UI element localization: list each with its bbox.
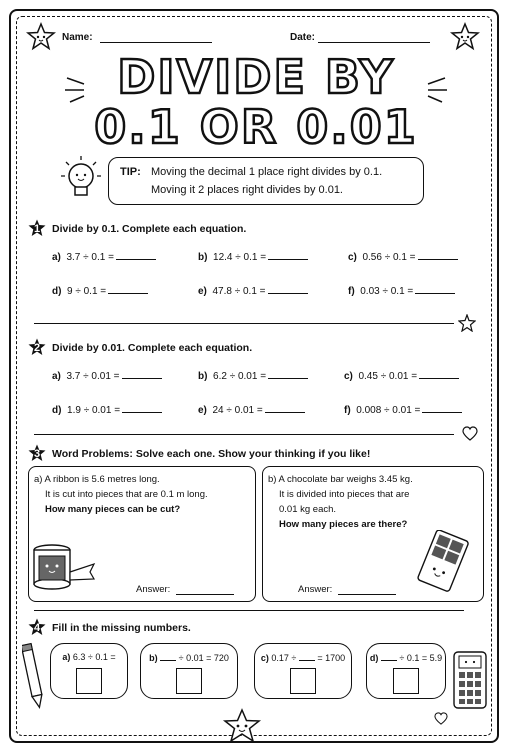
heart-icon (462, 426, 478, 441)
s2-item-e: e) 24 ÷ 0.01 = (198, 403, 305, 416)
s1-item-c: c) 0.56 ÷ 0.1 = (348, 250, 458, 263)
section-number-badge (28, 219, 46, 237)
answer-blank[interactable] (268, 250, 308, 260)
answer-blank[interactable] (419, 369, 459, 379)
s1-item-d: d) 9 ÷ 0.1 = (52, 284, 148, 297)
name-field[interactable] (100, 42, 212, 43)
word-problem-b: b) A chocolate bar weighs 3.45 kg. It is divided into pieces that are 0.01 kg each. How many pieces are there? (268, 474, 413, 530)
tip-line-2: Moving it 2 places right divides by 0.01. (151, 184, 343, 196)
s1-item-a: a) 3.7 ÷ 0.1 = (52, 250, 156, 263)
chocolate-bar-icon (414, 530, 474, 592)
answer-b-label: Answer: (298, 584, 333, 595)
s1-item-e: e) 47.8 ÷ 0.1 = (198, 284, 308, 297)
answer-a-field[interactable] (176, 594, 234, 595)
s2-item-a: a) 3.7 ÷ 0.01 = (52, 369, 162, 382)
ribbon-spool-icon (30, 542, 98, 592)
s2-item-c: c) 0.45 ÷ 0.01 = (344, 369, 459, 382)
date-field[interactable] (318, 42, 430, 43)
section-number-badge (28, 338, 46, 356)
section-divider (34, 323, 454, 324)
pencil-icon (22, 640, 44, 714)
fill-bubble-a: a) 6.3 ÷ 0.1 = (50, 643, 128, 699)
section-4-title: Fill in the missing numbers. (52, 622, 191, 634)
answer-blank[interactable] (418, 250, 458, 260)
answer-blank[interactable] (268, 369, 308, 379)
svg-text:4: 4 (33, 622, 41, 634)
tip-line-1: Moving the decimal 1 place right divides by 0.1. (151, 166, 383, 178)
s2-item-f: f) 0.008 ÷ 0.01 = (344, 403, 462, 416)
answer-box[interactable] (393, 668, 419, 694)
section-number-badge (28, 444, 46, 462)
answer-b-field[interactable] (338, 594, 396, 595)
answer-box[interactable] (290, 668, 316, 694)
section-divider (34, 434, 454, 435)
lightbulb-icon (58, 154, 104, 204)
answer-a-label: Answer: (136, 584, 171, 595)
answer-blank[interactable] (422, 403, 462, 413)
section-number-badge (28, 618, 46, 636)
title-line-1: DIVIDE BY (117, 50, 395, 104)
answer-blank[interactable] (299, 652, 315, 661)
section-1-title: Divide by 0.1. Complete each equation. (52, 223, 247, 235)
answer-box[interactable] (176, 668, 202, 694)
answer-blank[interactable] (160, 652, 176, 661)
word-problem-a: a) A ribbon is 5.6 metres long. It is cut into pieces that are 0.1 m long. How many pieces can be cut? (34, 474, 208, 515)
s2-item-b: b) 6.2 ÷ 0.01 = (198, 369, 308, 382)
star-face-icon (450, 22, 480, 52)
answer-blank[interactable] (122, 369, 162, 379)
fill-bubble-d: d) ÷ 0.1 = 5.9 (366, 643, 446, 699)
tip-box (108, 157, 424, 205)
answer-blank[interactable] (116, 250, 156, 260)
answer-blank[interactable] (268, 284, 308, 294)
section-divider (34, 610, 464, 611)
sparkle-lines-icon (410, 70, 450, 110)
fill-bubble-c: c) 0.17 ÷ = 1700 (254, 643, 352, 699)
name-label: Name: (62, 32, 93, 43)
star-face-icon (26, 22, 56, 52)
answer-blank[interactable] (122, 403, 162, 413)
section-3-title: Word Problems: Solve each one. Show your thinking if you like! (52, 448, 371, 460)
section-2-title: Divide by 0.01. Complete each equation. (52, 342, 253, 354)
title-line-2: 0.1 OR 0.01 (94, 100, 418, 154)
answer-blank[interactable] (265, 403, 305, 413)
date-label: Date: (290, 32, 316, 43)
s2-item-d: d) 1.9 ÷ 0.01 = (52, 403, 162, 416)
answer-blank[interactable] (415, 284, 455, 294)
s1-item-b: b) 12.4 ÷ 0.1 = (198, 250, 308, 263)
calculator-icon (452, 650, 488, 710)
star-icon (458, 314, 476, 332)
fill-bubble-b: b) ÷ 0.01 = 720 (140, 643, 238, 699)
s1-item-f: f) 0.03 ÷ 0.1 = (348, 284, 455, 297)
tip-label: TIP: (120, 166, 141, 178)
sparkle-lines-icon (62, 70, 102, 110)
answer-blank[interactable] (381, 652, 397, 661)
heart-icon (434, 712, 448, 725)
svg-text:2: 2 (33, 342, 41, 354)
answer-box[interactable] (76, 668, 102, 694)
svg-text:1: 1 (33, 223, 41, 235)
star-face-icon (222, 708, 262, 744)
svg-text:3: 3 (33, 448, 41, 460)
answer-blank[interactable] (108, 284, 148, 294)
